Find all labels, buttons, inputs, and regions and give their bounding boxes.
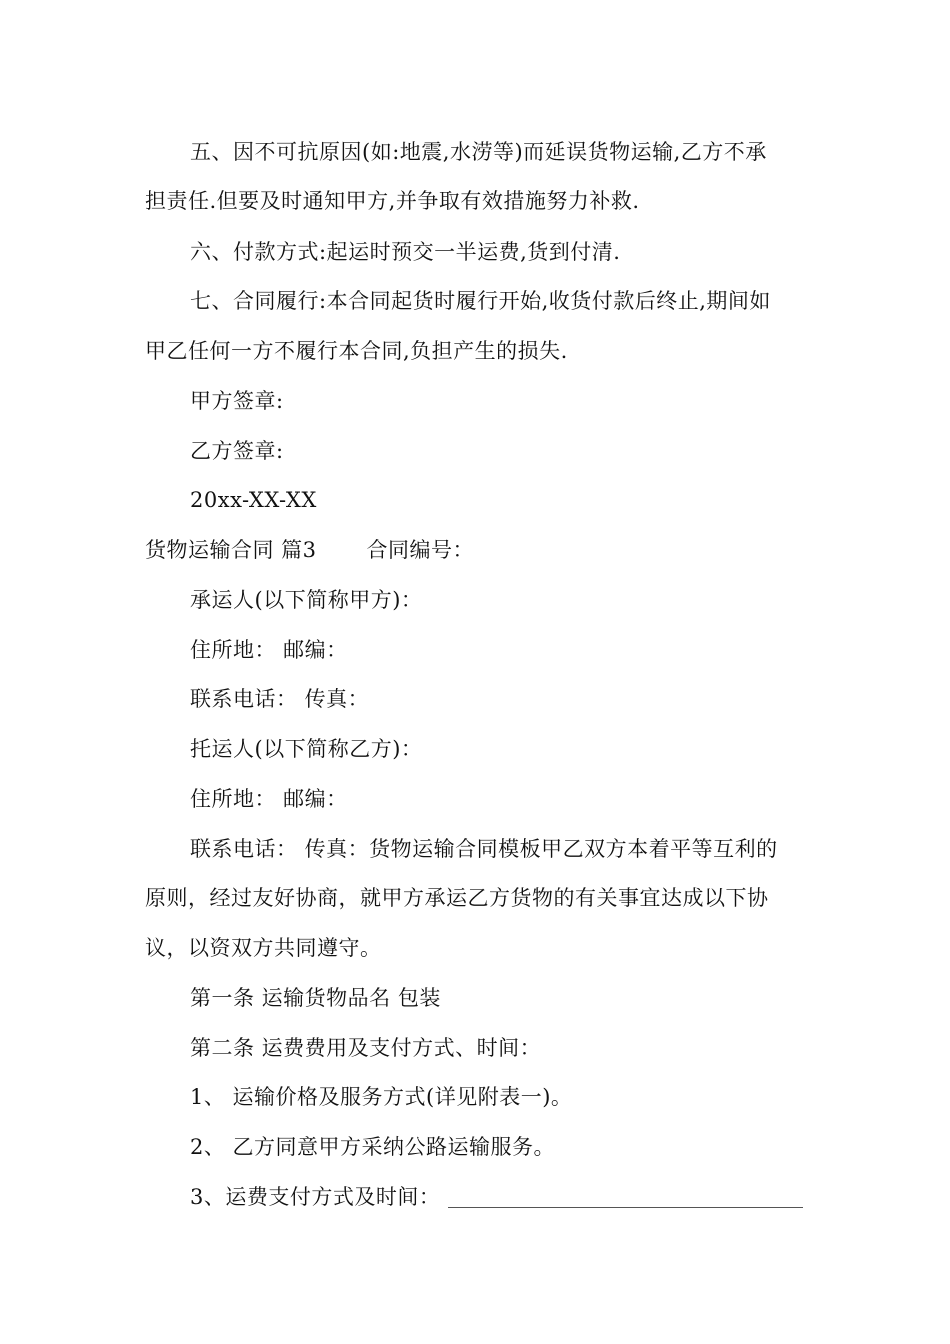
contract-number-label: 合同编号：: [366, 538, 475, 562]
clause-7-line-1: 七、合同履行:本合同起货时履行开始,收货付款后终止,期间如: [190, 289, 771, 313]
carrier-phone: 联系电话： 传真：: [190, 687, 370, 711]
fill-in-blank: [448, 1206, 803, 1208]
article-1: 第一条 运输货物品名 包装: [190, 986, 441, 1010]
party-b-signature: 乙方签章:: [190, 439, 284, 463]
clause-5-line-1: 五、因不可抗原因(如:地震,水涝等)而延误货物运输,乙方不承: [190, 140, 767, 164]
carrier-label: 承运人(以下简称甲方)：: [190, 588, 423, 612]
intro-line-2: 原则，经过友好协商，就甲方承运乙方货物的有关事宜达成以下协: [145, 886, 769, 910]
clause-5-line-2: 担责任.但要及时通知甲方,并争取有效措施努力补救.: [145, 189, 640, 213]
clause-7-line-2: 甲乙任何一方不履行本合同,负担产生的损失.: [145, 339, 568, 363]
intro-line-1: 联系电话： 传真：货物运输合同模板甲乙双方本着平等互利的: [190, 837, 778, 861]
intro-line-3: 议，以资双方共同遵守。: [145, 936, 382, 960]
signing-date: 20xx-XX-XX: [190, 488, 317, 512]
shipper-label: 托运人(以下简称乙方)：: [190, 737, 423, 761]
article-2-item-2: 2、 乙方同意甲方采纳公路运输服务。: [190, 1135, 556, 1159]
party-a-signature: 甲方签章:: [190, 389, 284, 413]
section-3-title: 货物运输合同 篇3: [145, 538, 317, 562]
payment-method-label: 3、运费支付方式及时间：: [190, 1185, 441, 1209]
carrier-address: 住所地： 邮编：: [190, 638, 348, 662]
clause-6: 六、付款方式:起运时预交一半运费,货到付清.: [190, 240, 621, 264]
article-2-item-3: [190, 1182, 810, 1212]
section-3-heading: [145, 535, 810, 565]
shipper-address: 住所地： 邮编：: [190, 787, 348, 811]
article-2-item-1: 1、 运输价格及服务方式(详见附表一)。: [190, 1085, 573, 1109]
article-2: 第二条 运费费用及支付方式、时间：: [190, 1036, 542, 1060]
